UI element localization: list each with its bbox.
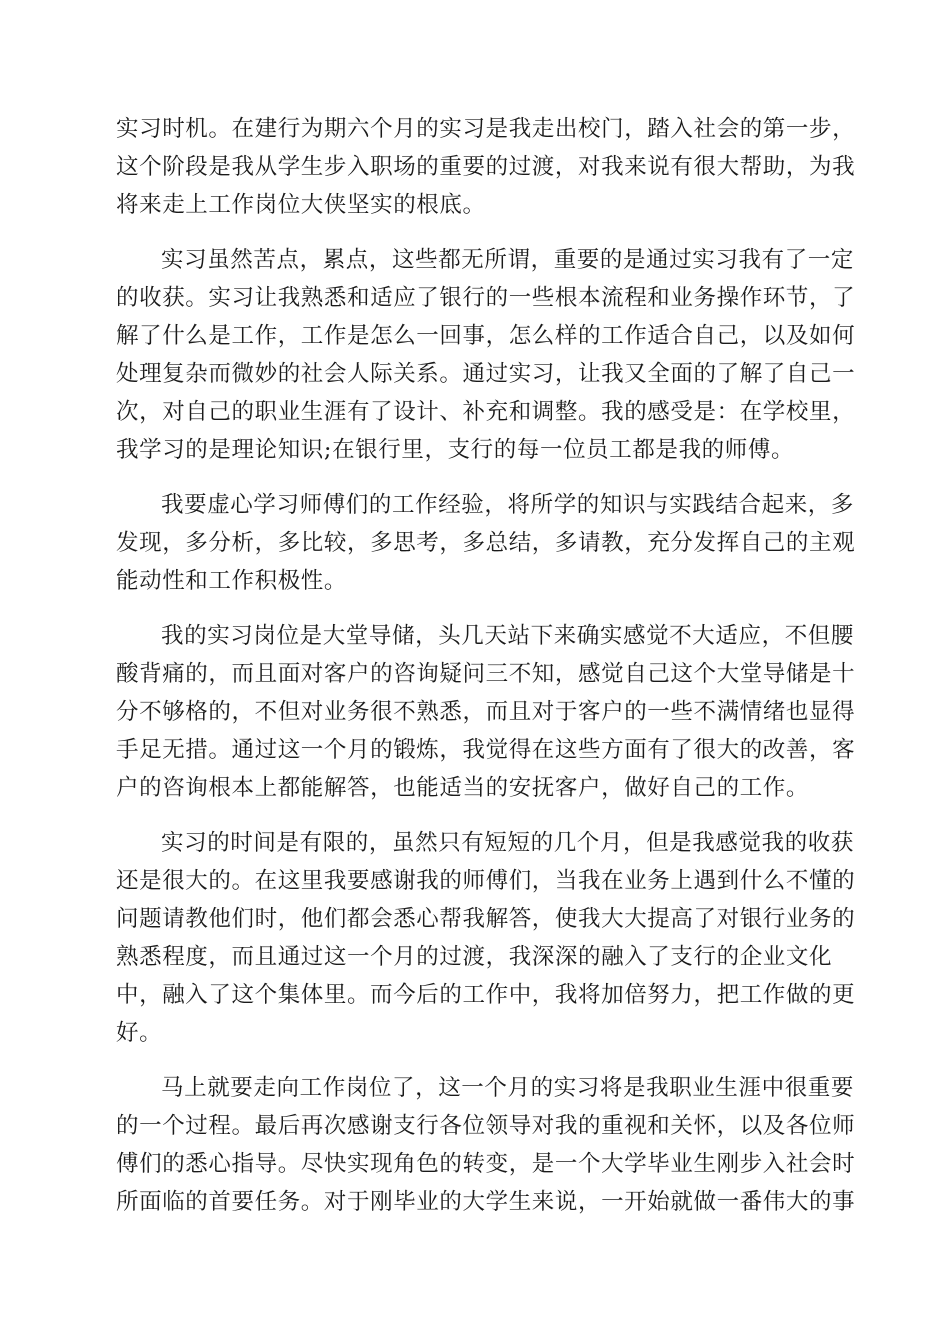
paragraph-6-line-2: 的一个过程。最后再次感谢支行各位领导对我的重视和关怀，以及各位师 xyxy=(116,1113,856,1139)
paragraph-1-line-1: 实习时机。在建行为期六个月的实习是我走出校门，踏入社会的第一步， xyxy=(116,116,856,142)
paragraph-2-line-4: 处理复杂而微妙的社会人际关系。通过实习，让我又全面的了解了自己一 xyxy=(116,361,856,387)
paragraph-4-line-5: 户的咨询根本上都能解答，也能适当的安抚客户，做好自己的工作。 xyxy=(116,775,810,801)
paragraph-2-line-2: 的收获。实习让我熟悉和适应了银行的一些根本流程和业务操作环节，了 xyxy=(116,285,856,311)
paragraph-4-line-4: 手足无措。通过这一个月的锻炼，我觉得在这些方面有了很大的改善，客 xyxy=(116,737,856,763)
paragraph-4-line-3: 分不够格的，不但对业务很不熟悉，而且对于客户的一些不满情绪也显得 xyxy=(116,699,856,725)
paragraph-4-line-1: 我的实习岗位是大堂导储，头几天站下来确实感觉不大适应，不但腰 xyxy=(161,623,855,649)
paragraph-3-line-1: 我要虚心学习师傅们的工作经验，将所学的知识与实践结合起来，多 xyxy=(161,492,855,518)
paragraph-5-line-4: 熟悉程度，而且通过这一个月的过渡，我深深的融入了支行的企业文化 xyxy=(116,944,833,970)
paragraph-2-line-6: 我学习的是理论知识;在银行里，支行的每一位员工都是我的师傅。 xyxy=(116,437,795,463)
paragraph-5-line-3: 问题请教他们时，他们都会悉心帮我解答，使我大大提高了对银行业务的 xyxy=(116,906,856,932)
paragraph-5-line-1: 实习的时间是有限的，虽然只有短短的几个月，但是我感觉我的收获 xyxy=(161,830,855,856)
paragraph-1-line-3: 将来走上工作岗位大侠坚实的根底。 xyxy=(116,192,486,218)
paragraph-2-line-1: 实习虽然苦点，累点，这些都无所谓，重要的是通过实习我有了一定 xyxy=(161,247,855,273)
paragraph-6-line-3: 傅们的悉心指导。尽快实现角色的转变，是一个大学毕业生刚步入社会时 xyxy=(116,1151,856,1177)
paragraph-5-line-6: 好。 xyxy=(116,1020,163,1046)
paragraph-1-line-2: 这个阶段是我从学生步入职场的重要的过渡，对我来说有很大帮助，为我 xyxy=(116,154,856,180)
paragraph-2-line-5: 次，对自己的职业生涯有了设计、补充和调整。我的感受是：在学校里， xyxy=(116,399,856,425)
paragraph-6-line-4: 所面临的首要任务。对于刚毕业的大学生来说，一开始就做一番伟大的事 xyxy=(116,1189,856,1215)
paragraph-3-line-2: 发现，多分析，多比较，多思考，多总结，多请教，充分发挥自己的主观 xyxy=(116,530,856,556)
paragraph-3-line-3: 能动性和工作积极性。 xyxy=(116,568,348,594)
paragraph-5-line-5: 中，融入了这个集体里。而今后的工作中，我将加倍努力，把工作做的更 xyxy=(116,982,856,1008)
paragraph-2-line-3: 解了什么是工作，工作是怎么一回事，怎么样的工作适合自己，以及如何 xyxy=(116,323,856,349)
paragraph-4-line-2: 酸背痛的，而且面对客户的咨询疑问三不知，感觉自己这个大堂导储是十 xyxy=(116,661,856,687)
paragraph-6-line-1: 马上就要走向工作岗位了，这一个月的实习将是我职业生涯中很重要 xyxy=(161,1075,855,1101)
paragraph-5-line-2: 还是很大的。在这里我要感谢我的师傅们，当我在业务上遇到什么不懂的 xyxy=(116,868,856,894)
